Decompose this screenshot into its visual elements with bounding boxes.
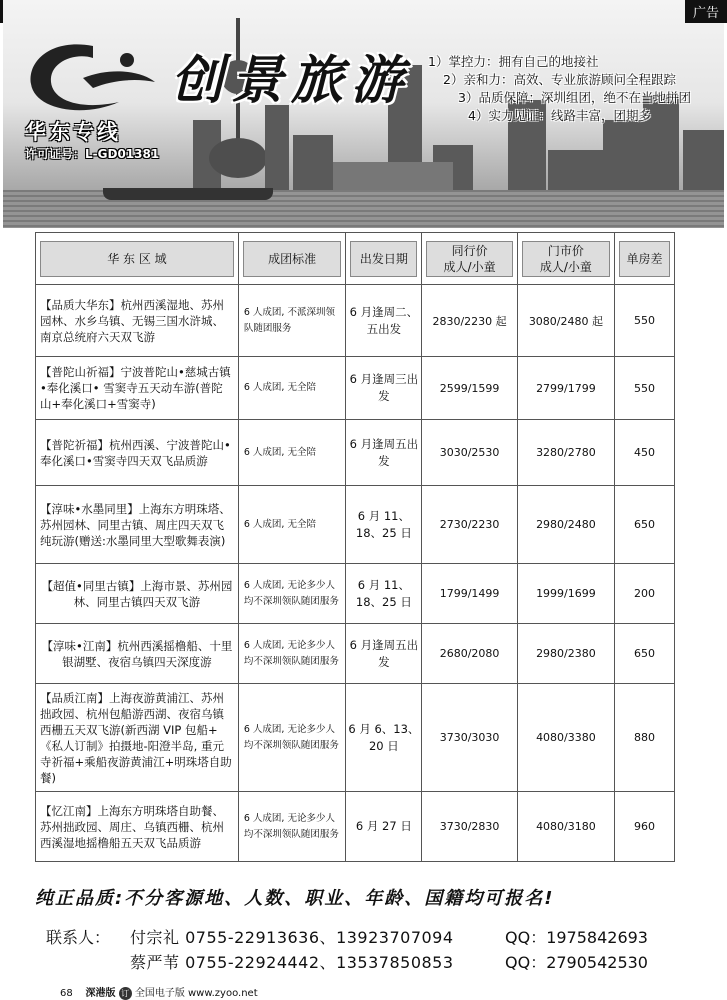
route-peer-price: 3030/2530	[422, 420, 517, 486]
route-single: 450	[615, 420, 675, 486]
route-single: 880	[615, 684, 675, 792]
route-peer-price: 2680/2080	[422, 624, 517, 684]
ad-label-right: 广告	[685, 0, 727, 23]
route-standard: 6 人成团, 无论多少人均不深圳领队随团服务	[238, 564, 346, 624]
route-date: 6 月 11、18、25 日	[346, 486, 422, 564]
slogan: 纯正品质:不分客源地、人数、职业、年龄、国籍均可报名!	[35, 888, 555, 909]
route-desc: 【淳味•水墨同里】上海东方明珠塔、苏州园林、同里古镇、周庄四天双飞纯玩游(赠送:水墨同里大型歌舞表演)	[36, 486, 239, 564]
badge-icon: 订	[119, 987, 132, 1000]
table-row	[36, 357, 675, 420]
contact-mobile[interactable]: 13923707094	[336, 928, 454, 947]
route-peer-price: 2599/1599	[422, 357, 517, 420]
table-row	[36, 792, 675, 862]
table-row	[36, 285, 675, 357]
route-date: 6 月逢周五出发	[346, 624, 422, 684]
building	[683, 130, 724, 190]
route-date: 6 月逢周三出发	[346, 357, 422, 420]
route-single: 550	[615, 285, 675, 357]
route-standard: 6 人成团, 无论多少人均不深圳领队随团服务	[238, 684, 346, 792]
route-retail-price: 4080/3180	[517, 792, 614, 862]
header-region: 华 东 区 域	[36, 233, 239, 285]
table-header-row	[36, 233, 675, 285]
route-peer-price: 3730/3030	[422, 684, 517, 792]
route-peer-price: 1799/1499	[422, 564, 517, 624]
route-desc: 【淳味•江南】杭州西溪摇橹船、十里银湖墅、夜宿乌镇四天深度游	[36, 624, 239, 684]
route-desc: 【普陀山祈福】宁波普陀山•慈城古镇•奉化溪口• 雪窦寺五天动车游(普陀山+奉化溪口+雪窦寺)	[36, 357, 239, 420]
route-single: 960	[615, 792, 675, 862]
header-retail-price: 门市价 成人/小童	[517, 233, 614, 285]
contact-row: 蔡严苇 0755-22924442、13537850853	[130, 950, 454, 973]
route-standard: 6 人成团, 无论多少人均不深圳领队随团服务	[238, 792, 346, 862]
building	[265, 105, 289, 190]
table-row	[36, 564, 675, 624]
route-date: 6 月 6、13、20 日	[346, 684, 422, 792]
route-date: 6 月 27 日	[346, 792, 422, 862]
route-standard: 6 人成团, 无论多少人均不深圳领队随团服务	[238, 624, 346, 684]
header-peer-price: 同行价 成人/小童	[422, 233, 517, 285]
header-date: 出发日期	[346, 233, 422, 285]
route-retail-price: 2980/2480	[517, 486, 614, 564]
feature-item: 4）实力见证：线路丰富，团期多	[468, 108, 651, 123]
header-single: 单房差	[615, 233, 675, 285]
route-single: 650	[615, 624, 675, 684]
route-retail-price: 4080/3380	[517, 684, 614, 792]
edition-label: 深港版	[85, 988, 116, 999]
brand-name: 创景旅游	[171, 50, 412, 111]
route-single: 550	[615, 357, 675, 420]
contact-name: 付宗礼	[130, 928, 180, 947]
page-number: 68	[60, 988, 73, 999]
contact-qq[interactable]: QQ：2790542530	[505, 953, 648, 972]
site-link[interactable]: 全国电子版 www.zyoo.net	[134, 988, 258, 999]
route-desc: 【品质大华东】杭州西溪湿地、苏州园林、水乡乌镇、无锡三国水浒城、南京总统府六天双飞游	[36, 285, 239, 357]
contact-tel[interactable]: 0755-22924442	[185, 953, 320, 972]
table-row	[36, 684, 675, 792]
route-peer-price: 2830/2230 起	[422, 285, 517, 357]
building	[293, 135, 333, 190]
route-desc: 【超值•同里古镇】上海市景、苏州园林、同里古镇四天双飞游	[36, 564, 239, 624]
route-standard: 6 人成团, 无全陪	[238, 357, 346, 420]
route-table	[35, 232, 675, 862]
table-row	[36, 624, 675, 684]
header-standard: 成团标准	[238, 233, 346, 285]
route-retail-price: 2799/1799	[517, 357, 614, 420]
feature-item: 3）品质保障：深圳组团，绝不在当地拼团	[458, 90, 691, 105]
feature-item: 2）亲和力：高效、专业旅游顾问全程跟踪	[443, 72, 676, 87]
route-desc: 【忆江南】上海东方明珠塔自助餐、苏州拙政园、周庄、乌镇西栅、杭州西溪湿地摇橹船五天双飞品质游	[36, 792, 239, 862]
route-standard: 6 人成团, 无全陪	[238, 420, 346, 486]
route-single: 200	[615, 564, 675, 624]
feature-item: 1）掌控力：拥有自己的地接社	[428, 54, 599, 69]
footer	[60, 984, 258, 1000]
route-standard: 6 人成团, 不派深圳领队随团服务	[238, 285, 346, 357]
route-standard: 6 人成团, 无全陪	[238, 486, 346, 564]
route-date: 6 月逢周二、五出发	[346, 285, 422, 357]
logo-swirl-icon	[23, 38, 163, 120]
route-single: 650	[615, 486, 675, 564]
route-peer-price: 2730/2230	[422, 486, 517, 564]
contact-qq[interactable]: QQ：1975842693	[505, 928, 648, 947]
route-desc: 【普陀祈福】杭州西溪、宁波普陀山•奉化溪口•雪窦寺四天双飞品质游	[36, 420, 239, 486]
route-desc: 【品质江南】上海夜游黄浦江、苏州拙政园、杭州包船游西湖、夜宿乌镇西栅五天双飞游(新西湖 VIP 包船+《私人订制》拍摄地-阳澄半岛, 重元寺祈福+乘船夜游黄浦江+明珠塔自助餐)	[36, 684, 239, 792]
table-row	[36, 420, 675, 486]
route-retail-price: 3080/2480 起	[517, 285, 614, 357]
banner	[3, 0, 724, 228]
route-date: 6 月 11、18、25 日	[346, 564, 422, 624]
contact-row: 付宗礼 0755-22913636、13923707094	[130, 925, 454, 948]
license-number: 许可证号：L-GD01381	[25, 147, 160, 161]
building	[603, 120, 648, 190]
contact-name: 蔡严苇	[130, 953, 180, 972]
building	[548, 150, 608, 190]
route-peer-price: 3730/2830	[422, 792, 517, 862]
route-date: 6 月逢周五出发	[346, 420, 422, 486]
contact-mobile[interactable]: 13537850853	[336, 953, 454, 972]
contact-tel[interactable]: 0755-22913636	[185, 928, 320, 947]
route-retail-price: 1999/1699	[517, 564, 614, 624]
boat	[103, 188, 273, 200]
building	[333, 162, 453, 190]
route-retail-price: 3280/2780	[517, 420, 614, 486]
contact-label: 联系人：	[46, 928, 111, 947]
tower-lower-sphere	[209, 138, 267, 178]
line-name: 华东专线	[25, 120, 121, 144]
route-retail-price: 2980/2380	[517, 624, 614, 684]
table-row	[36, 486, 675, 564]
